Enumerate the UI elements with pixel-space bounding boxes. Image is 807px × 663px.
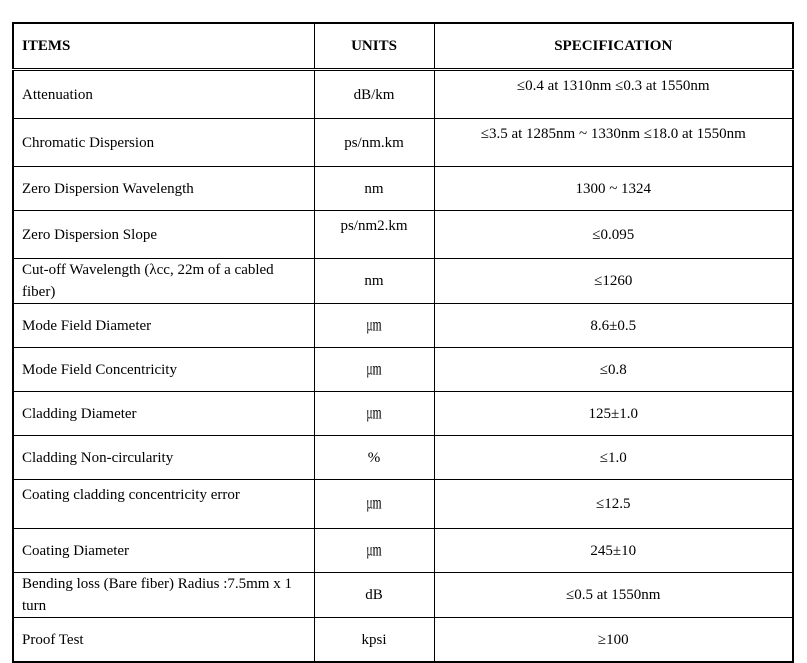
row-item: Chromatic Dispersion	[13, 119, 314, 167]
row-unit: nm	[314, 259, 434, 304]
row-spec: ≤0.4 at 1310nm ≤0.3 at 1550nm	[434, 70, 793, 119]
row-spec: ≤0.095	[434, 211, 793, 259]
fiber-spec-table	[12, 22, 794, 663]
row-spec: ≤1.0	[434, 436, 793, 480]
header-items: ITEMS	[13, 23, 314, 70]
row-item: Proof Test	[13, 618, 314, 663]
row-unit: dB	[314, 573, 434, 618]
row-spec: 125±1.0	[434, 392, 793, 436]
row-item: Cladding Diameter	[13, 392, 314, 436]
row-item: Zero Dispersion Slope	[13, 211, 314, 259]
row-unit: kpsi	[314, 618, 434, 663]
row-spec: ≤1260	[434, 259, 793, 304]
table-row	[13, 211, 793, 259]
header-specification: SPECIFICATION	[434, 23, 793, 70]
table-row	[13, 259, 793, 304]
row-unit: ps/nm.km	[314, 119, 434, 167]
table-row	[13, 618, 793, 663]
row-spec: 8.6±0.5	[434, 304, 793, 348]
table-row	[13, 573, 793, 618]
spec-table-container	[12, 22, 792, 663]
header-row	[13, 23, 793, 70]
row-spec: ≤12.5	[434, 480, 793, 529]
row-item: Coating cladding concentricity error	[13, 480, 314, 529]
table-row	[13, 436, 793, 480]
row-item: Mode Field Concentricity	[13, 348, 314, 392]
row-unit: ㎛	[314, 480, 434, 529]
row-unit: %	[314, 436, 434, 480]
table-row	[13, 529, 793, 573]
row-item: Attenuation	[13, 70, 314, 119]
table-row	[13, 119, 793, 167]
row-item: Coating Diameter	[13, 529, 314, 573]
row-unit: ㎛	[314, 348, 434, 392]
row-spec: ≤0.5 at 1550nm	[434, 573, 793, 618]
row-spec: 1300 ~ 1324	[434, 167, 793, 211]
row-unit: ㎛	[314, 529, 434, 573]
row-item: Cladding Non-circularity	[13, 436, 314, 480]
row-item: Cut-off Wavelength (λcc, 22m of a cabled fiber)	[13, 259, 314, 304]
header-units: UNITS	[314, 23, 434, 70]
row-unit: ㎛	[314, 304, 434, 348]
row-spec: ≤3.5 at 1285nm ~ 1330nm ≤18.0 at 1550nm	[434, 119, 793, 167]
row-spec: ≥100	[434, 618, 793, 663]
table-row	[13, 167, 793, 211]
table-row	[13, 480, 793, 529]
table-row	[13, 348, 793, 392]
row-unit: ㎛	[314, 392, 434, 436]
row-unit: ps/nm2.km	[314, 211, 434, 259]
row-item: Zero Dispersion Wavelength	[13, 167, 314, 211]
row-spec: 245±10	[434, 529, 793, 573]
row-item: Bending loss (Bare fiber) Radius :7.5mm x 1 turn	[13, 573, 314, 618]
table-row	[13, 392, 793, 436]
table-row	[13, 304, 793, 348]
row-unit: dB/km	[314, 70, 434, 119]
row-unit: nm	[314, 167, 434, 211]
row-item: Mode Field Diameter	[13, 304, 314, 348]
row-spec: ≤0.8	[434, 348, 793, 392]
table-row	[13, 70, 793, 119]
